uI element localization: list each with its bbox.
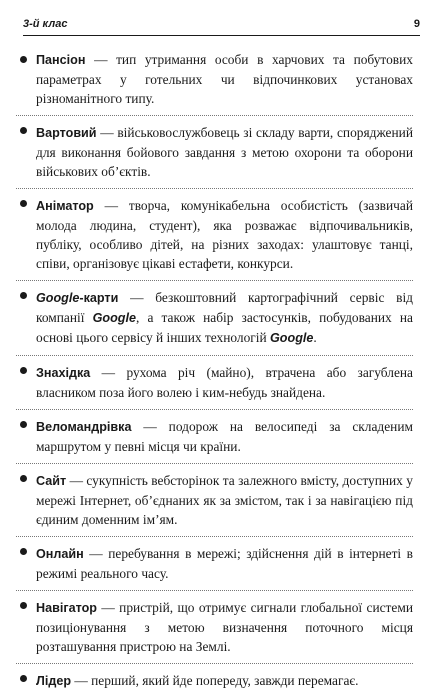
definition-part: , а також набір застосунків, побудованих на основі цього сервісу й інших технологій <box>36 310 413 345</box>
glossary-definition: рухома річ (майно), втрачена або загублена власником поза його волею і ким-небудь знайдена. <box>36 365 413 400</box>
glossary-entry-pansion: Пансіон — тип утримання особи в харчових та побутових параметрах у готельних чи відпочинкових установах різноманітного типу. <box>16 47 413 110</box>
glossary-definition: військовослужбовець зі складу варти, споряджений для виконання бойового завдання з метою охорони та оборони військових об’єктів. <box>36 125 413 179</box>
glossary-entry-velomandrivka: Веломандрівка — подорож на велосипеді за складеним маршрутом у певні місця чи країни. <box>16 409 413 458</box>
bullet-icon <box>20 548 27 555</box>
definition-part: . <box>313 330 317 345</box>
glossary-definition: подорож на велосипеді за складеним маршрутом у певні місця чи країни. <box>36 419 413 454</box>
bullet-icon <box>20 127 27 134</box>
glossary-definition: творча, комунікабельна особистість (зазвичай молода людина, студент), яка розважає відпочивальників, публіку, особливо дітей, на різних заходах: улаштовує танці, співи, організовує цікаві естафети, конкурси. <box>36 198 413 271</box>
glossary-definition: перебування в мережі; здійснення дій в інтернеті в режимі реального часу. <box>36 546 413 581</box>
glossary-entry-vartovyi: Вартовий — військовослужбовець зі складу варти, споряджений для виконання бойового завдання з метою охорони та оборони військових об’єктів. <box>16 115 413 183</box>
bullet-icon <box>20 292 27 299</box>
glossary-entry-google-maps: Google-карти — безкоштовний картографічний сервіс від компанії Google, а також набір застосунків, побудованих на основі цього сервісу й інших технологій Google. <box>16 280 413 350</box>
bullet-icon <box>20 675 27 682</box>
glossary-term: Онлайн <box>36 547 84 561</box>
bullet-icon <box>20 367 27 374</box>
bullet-icon <box>20 56 27 63</box>
glossary-definition: сукупність вебсторінок та залежного вмісту, доступних у мережі Інтернет, об’єднаних як за змістом, так і за навігацією під єдиним доменним ім’ям. <box>36 473 413 527</box>
glossary-entry-animator: Аніматор — творча, комунікабельна особистість (зазвичай молода людина, студент), яка розважає відпочивальників, публіку, особливо дітей, на різних заходах: улаштовує танці, співи, організовує цікаві естафети, конкурси. <box>16 188 413 275</box>
glossary-entry-onlain: Онлайн — перебування в мережі; здійснення дій в інтернеті в режимі реального часу. <box>16 536 413 585</box>
grade-label: 3-й клас <box>23 18 68 30</box>
definition-part: безкоштовний картографічний сервіс від компанії <box>36 290 413 325</box>
bullet-icon <box>20 475 27 482</box>
glossary-term-brand: Google <box>36 291 80 305</box>
glossary-term: Вартовий <box>36 126 97 140</box>
glossary-entry-lider: Лідер — перший, який йде попереду, завжди перемагає. <box>16 663 413 693</box>
glossary-term: Знахідка <box>36 366 91 380</box>
bullet-icon <box>20 200 27 207</box>
glossary-term-suffix: -карти <box>79 291 119 305</box>
bullet-icon <box>20 421 27 428</box>
definition-brand: Google <box>92 311 136 325</box>
glossary-definition: тип утримання особи в харчових та побутових параметрах у готельних чи відпочинкових установах різноманітного типу. <box>36 52 413 106</box>
running-header <box>23 14 420 44</box>
glossary-term <box>36 291 118 305</box>
glossary-term: Навігатор <box>36 601 97 615</box>
glossary-definition: пристрій, що отримує сигнали глобальної системи позиціонування з метою визначення поточного місця розташування пристрою на Землі. <box>36 600 413 654</box>
glossary-definition: перший, який йде попереду, завжди перемагає. <box>91 673 359 688</box>
page-number: 9 <box>413 18 420 30</box>
glossary-term: Сайт <box>36 474 67 488</box>
glossary-entry-znakhidka: Знахідка — рухома річ (майно), втрачена або загублена власником поза його волею і ким-небудь знайдена. <box>16 355 413 404</box>
definition-brand: Google <box>270 331 314 345</box>
glossary-term: Лідер <box>36 674 72 688</box>
glossary-entry-navihator: Навігатор — пристрій, що отримує сигнали глобальної системи позиціонування з метою визначення поточного місця розташування пристрою на Землі. <box>16 590 413 658</box>
glossary-list <box>16 47 413 693</box>
glossary-term: Веломандрівка <box>36 420 132 434</box>
glossary-entry-sait: Сайт — сукупність вебсторінок та залежного вмісту, доступних у мережі Інтернет, об’єднаних як за змістом, так і за навігацією під єдиним доменним ім’ям. <box>16 463 413 531</box>
header-rule <box>23 35 420 36</box>
glossary-term: Аніматор <box>36 199 94 213</box>
bullet-icon <box>20 602 27 609</box>
glossary-term: Пансіон <box>36 53 86 67</box>
